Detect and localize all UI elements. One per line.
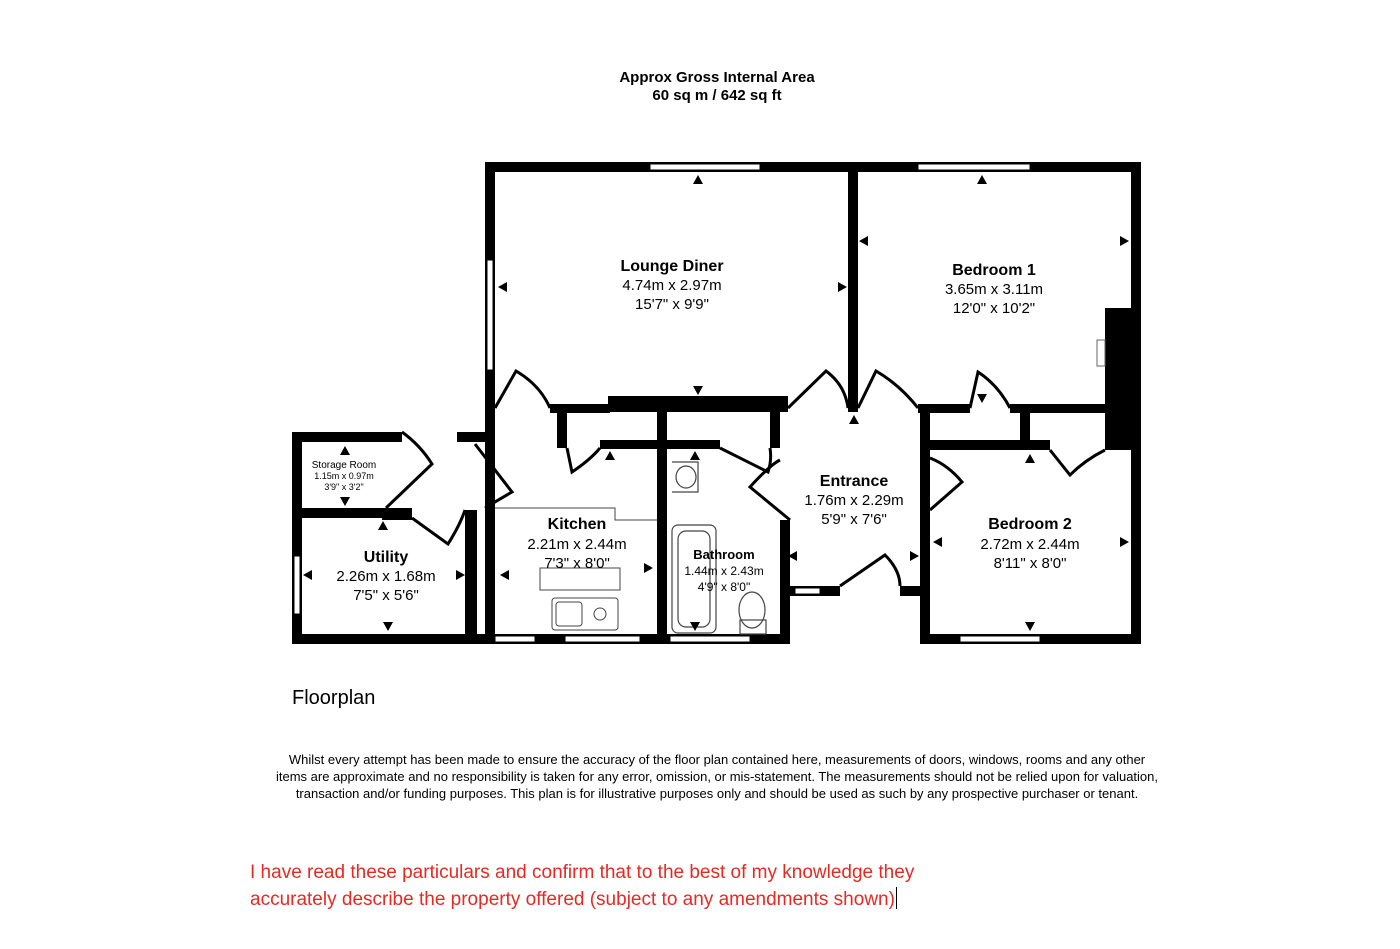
lounge-metric: 4.74m x 2.97m <box>622 277 722 294</box>
bedroom2-metric: 2.72m x 2.44m <box>980 536 1080 553</box>
storage-name: Storage Room <box>311 460 377 471</box>
annotation-text-2: accurately describe the property offered (subject to any amendments shown) <box>250 889 895 910</box>
utility-metric: 2.26m x 1.68m <box>336 568 436 585</box>
disclaimer-text: Whilst every attempt has been made to ensure the accuracy of the floor plan contained here, measurements of doors, windows, rooms and any other items are approximate and no responsibility is taken for any error, omission, or mis-statement. The measurements should not be relied upon for valuation, transaction and/or funding purposes. This plan is for illustrative purposes only and should be used as such by any prospective purchaser or tenant. <box>275 752 1159 801</box>
bathroom-imperial: 4'9" x 8'0" <box>697 580 751 594</box>
annotation-line-2 <box>250 887 897 911</box>
lounge-name: Lounge Diner <box>620 258 724 275</box>
area-total: 60 sq m / 642 sq ft <box>652 87 782 104</box>
entrance-name: Entrance <box>819 473 889 490</box>
kitchen-name: Kitchen <box>547 516 607 533</box>
kitchen-imperial: 7'3" x 8'0" <box>544 555 610 572</box>
storage-imperial: 3'9" x 3'2" <box>324 482 364 492</box>
bedroom1-imperial: 12'0" x 10'2" <box>952 300 1036 317</box>
area-title: Approx Gross Internal Area <box>619 69 815 86</box>
kitchen-metric: 2.21m x 2.44m <box>527 536 627 553</box>
bedroom1-radiator <box>1097 340 1105 366</box>
annotation-text-1: I have read these particulars and confirm that to the best of my knowledge they <box>250 862 915 883</box>
bedroom2-name: Bedroom 2 <box>988 516 1072 533</box>
text-cursor <box>896 887 897 909</box>
bedroom1-metric: 3.65m x 3.11m <box>944 281 1044 298</box>
bedroom1-name: Bedroom 1 <box>952 262 1036 279</box>
bathroom-name: Bathroom <box>693 547 755 562</box>
annotation-line-1 <box>250 862 914 884</box>
utility-name: Utility <box>363 549 409 566</box>
bedroom2-imperial: 8'11" x 8'0" <box>993 555 1067 572</box>
utility-imperial: 7'5" x 5'6" <box>353 587 419 604</box>
storage-metric: 1.15m x 0.97m <box>314 471 374 481</box>
lounge-imperial: 15'7" x 9'9" <box>635 296 709 313</box>
bathroom-metric: 1.44m x 2.43m <box>684 564 764 578</box>
room-labels <box>312 258 1080 604</box>
floorplan-label: Floorplan <box>292 687 376 709</box>
entrance-metric: 1.76m x 2.29m <box>804 492 904 509</box>
entrance-imperial: 5'9" x 7'6" <box>821 511 887 528</box>
